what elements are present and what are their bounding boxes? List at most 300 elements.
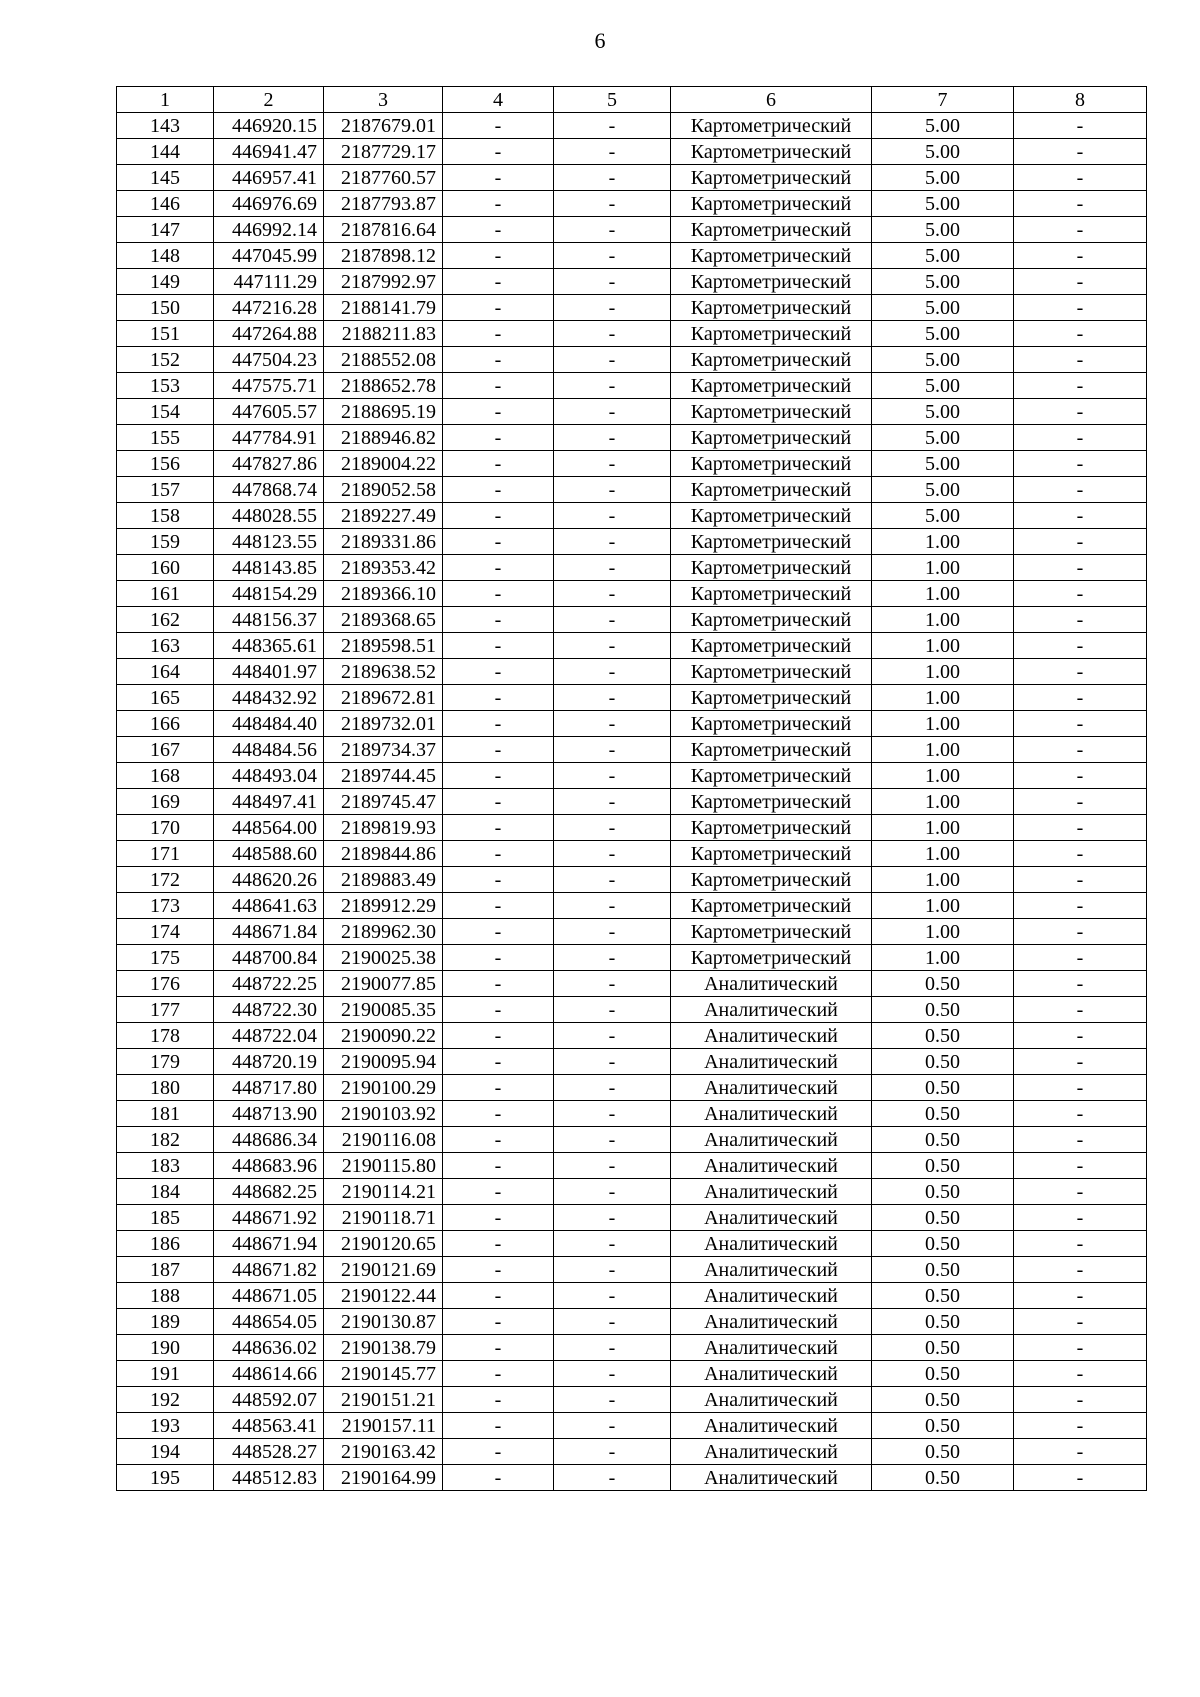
accuracy-cell: 0.50 (872, 1335, 1014, 1361)
column-5-cell: - (554, 529, 671, 555)
table-row (117, 815, 1147, 841)
column-8-cell: - (1014, 1439, 1147, 1465)
column-8-cell: - (1014, 295, 1147, 321)
column-header-8: 8 (1014, 87, 1147, 113)
column-4-cell: - (443, 789, 554, 815)
column-8-cell: - (1014, 1413, 1147, 1439)
column-4-cell: - (443, 1309, 554, 1335)
y-coordinate-cell: 2188695.19 (324, 399, 443, 425)
method-cell: Аналитический (671, 1283, 872, 1309)
accuracy-cell: 1.00 (872, 529, 1014, 555)
accuracy-cell: 5.00 (872, 503, 1014, 529)
column-8-cell: - (1014, 191, 1147, 217)
method-cell: Картометрический (671, 113, 872, 139)
x-coordinate-cell: 448493.04 (214, 763, 324, 789)
point-number-cell: 165 (117, 685, 214, 711)
column-5-cell: - (554, 1101, 671, 1127)
column-8-cell: - (1014, 711, 1147, 737)
point-number-cell: 154 (117, 399, 214, 425)
table-row (117, 1439, 1147, 1465)
method-cell: Аналитический (671, 1231, 872, 1257)
method-cell: Картометрический (671, 711, 872, 737)
table-row (117, 685, 1147, 711)
x-coordinate-cell: 448671.94 (214, 1231, 324, 1257)
x-coordinate-cell: 448671.84 (214, 919, 324, 945)
accuracy-cell: 1.00 (872, 607, 1014, 633)
x-coordinate-cell: 448654.05 (214, 1309, 324, 1335)
accuracy-cell: 0.50 (872, 1361, 1014, 1387)
column-4-cell: - (443, 1335, 554, 1361)
table-row (117, 607, 1147, 633)
table-body (117, 113, 1147, 1491)
y-coordinate-cell: 2190138.79 (324, 1335, 443, 1361)
point-number-cell: 193 (117, 1413, 214, 1439)
x-coordinate-cell: 448432.92 (214, 685, 324, 711)
table-row (117, 1257, 1147, 1283)
x-coordinate-cell: 446992.14 (214, 217, 324, 243)
point-number-cell: 169 (117, 789, 214, 815)
column-4-cell: - (443, 685, 554, 711)
y-coordinate-cell: 2189366.10 (324, 581, 443, 607)
column-5-cell: - (554, 1361, 671, 1387)
point-number-cell: 173 (117, 893, 214, 919)
column-4-cell: - (443, 295, 554, 321)
x-coordinate-cell: 448484.56 (214, 737, 324, 763)
y-coordinate-cell: 2188211.83 (324, 321, 443, 347)
x-coordinate-cell: 447264.88 (214, 321, 324, 347)
table-row (117, 1231, 1147, 1257)
accuracy-cell: 5.00 (872, 373, 1014, 399)
column-header-6: 6 (671, 87, 872, 113)
accuracy-cell: 1.00 (872, 867, 1014, 893)
column-8-cell: - (1014, 893, 1147, 919)
x-coordinate-cell: 448564.00 (214, 815, 324, 841)
point-number-cell: 155 (117, 425, 214, 451)
column-5-cell: - (554, 1335, 671, 1361)
column-5-cell: - (554, 867, 671, 893)
x-coordinate-cell: 448636.02 (214, 1335, 324, 1361)
accuracy-cell: 0.50 (872, 1231, 1014, 1257)
column-8-cell: - (1014, 1049, 1147, 1075)
column-5-cell: - (554, 789, 671, 815)
y-coordinate-cell: 2190085.35 (324, 997, 443, 1023)
method-cell: Картометрический (671, 295, 872, 321)
point-number-cell: 183 (117, 1153, 214, 1179)
point-number-cell: 146 (117, 191, 214, 217)
x-coordinate-cell: 447605.57 (214, 399, 324, 425)
point-number-cell: 181 (117, 1101, 214, 1127)
point-number-cell: 194 (117, 1439, 214, 1465)
point-number-cell: 185 (117, 1205, 214, 1231)
x-coordinate-cell: 448717.80 (214, 1075, 324, 1101)
column-8-cell: - (1014, 1309, 1147, 1335)
x-coordinate-cell: 448722.04 (214, 1023, 324, 1049)
accuracy-cell: 5.00 (872, 477, 1014, 503)
table-row (117, 945, 1147, 971)
table-row (117, 1309, 1147, 1335)
accuracy-cell: 1.00 (872, 919, 1014, 945)
accuracy-cell: 0.50 (872, 997, 1014, 1023)
point-number-cell: 175 (117, 945, 214, 971)
x-coordinate-cell: 448620.26 (214, 867, 324, 893)
point-number-cell: 192 (117, 1387, 214, 1413)
y-coordinate-cell: 2190115.80 (324, 1153, 443, 1179)
column-4-cell: - (443, 503, 554, 529)
table-row (117, 1179, 1147, 1205)
x-coordinate-cell: 448722.25 (214, 971, 324, 997)
column-4-cell: - (443, 165, 554, 191)
column-4-cell: - (443, 477, 554, 503)
method-cell: Картометрический (671, 789, 872, 815)
column-8-cell: - (1014, 503, 1147, 529)
method-cell: Картометрический (671, 373, 872, 399)
x-coordinate-cell: 448028.55 (214, 503, 324, 529)
accuracy-cell: 0.50 (872, 1153, 1014, 1179)
column-5-cell: - (554, 1387, 671, 1413)
method-cell: Картометрический (671, 139, 872, 165)
y-coordinate-cell: 2190100.29 (324, 1075, 443, 1101)
accuracy-cell: 1.00 (872, 893, 1014, 919)
y-coordinate-cell: 2189004.22 (324, 451, 443, 477)
y-coordinate-cell: 2190077.85 (324, 971, 443, 997)
column-4-cell: - (443, 971, 554, 997)
column-4-cell: - (443, 581, 554, 607)
column-4-cell: - (443, 1127, 554, 1153)
table-row (117, 1205, 1147, 1231)
point-number-cell: 190 (117, 1335, 214, 1361)
column-4-cell: - (443, 1439, 554, 1465)
y-coordinate-cell: 2189745.47 (324, 789, 443, 815)
x-coordinate-cell: 448720.19 (214, 1049, 324, 1075)
x-coordinate-cell: 448686.34 (214, 1127, 324, 1153)
column-4-cell: - (443, 633, 554, 659)
column-5-cell: - (554, 841, 671, 867)
column-5-cell: - (554, 685, 671, 711)
point-number-cell: 172 (117, 867, 214, 893)
column-8-cell: - (1014, 1387, 1147, 1413)
column-8-cell: - (1014, 373, 1147, 399)
method-cell: Картометрический (671, 685, 872, 711)
column-5-cell: - (554, 1439, 671, 1465)
point-number-cell: 153 (117, 373, 214, 399)
point-number-cell: 148 (117, 243, 214, 269)
column-8-cell: - (1014, 1205, 1147, 1231)
column-5-cell: - (554, 321, 671, 347)
column-4-cell: - (443, 867, 554, 893)
table-row (117, 919, 1147, 945)
point-number-cell: 161 (117, 581, 214, 607)
column-4-cell: - (443, 919, 554, 945)
x-coordinate-cell: 447827.86 (214, 451, 324, 477)
y-coordinate-cell: 2190114.21 (324, 1179, 443, 1205)
column-4-cell: - (443, 269, 554, 295)
accuracy-cell: 5.00 (872, 295, 1014, 321)
y-coordinate-cell: 2189962.30 (324, 919, 443, 945)
column-4-cell: - (443, 659, 554, 685)
column-4-cell: - (443, 841, 554, 867)
column-4-cell: - (443, 607, 554, 633)
point-number-cell: 186 (117, 1231, 214, 1257)
accuracy-cell: 0.50 (872, 1439, 1014, 1465)
x-coordinate-cell: 448156.37 (214, 607, 324, 633)
column-5-cell: - (554, 451, 671, 477)
table-row (117, 1101, 1147, 1127)
method-cell: Картометрический (671, 165, 872, 191)
table-row (117, 789, 1147, 815)
column-8-cell: - (1014, 1283, 1147, 1309)
table-row (117, 1127, 1147, 1153)
point-number-cell: 180 (117, 1075, 214, 1101)
column-4-cell: - (443, 1179, 554, 1205)
column-5-cell: - (554, 607, 671, 633)
column-4-cell: - (443, 997, 554, 1023)
column-4-cell: - (443, 1361, 554, 1387)
accuracy-cell: 0.50 (872, 971, 1014, 997)
accuracy-cell: 0.50 (872, 1101, 1014, 1127)
x-coordinate-cell: 448614.66 (214, 1361, 324, 1387)
column-5-cell: - (554, 763, 671, 789)
y-coordinate-cell: 2187992.97 (324, 269, 443, 295)
accuracy-cell: 1.00 (872, 945, 1014, 971)
column-5-cell: - (554, 711, 671, 737)
x-coordinate-cell: 446920.15 (214, 113, 324, 139)
table-row (117, 659, 1147, 685)
method-cell: Аналитический (671, 1335, 872, 1361)
column-8-cell: - (1014, 529, 1147, 555)
y-coordinate-cell: 2190151.21 (324, 1387, 443, 1413)
table-row (117, 1465, 1147, 1491)
x-coordinate-cell: 448512.83 (214, 1465, 324, 1491)
x-coordinate-cell: 448683.96 (214, 1153, 324, 1179)
column-8-cell: - (1014, 425, 1147, 451)
accuracy-cell: 1.00 (872, 685, 1014, 711)
method-cell: Аналитический (671, 1361, 872, 1387)
column-8-cell: - (1014, 581, 1147, 607)
point-number-cell: 143 (117, 113, 214, 139)
method-cell: Картометрический (671, 399, 872, 425)
x-coordinate-cell: 448143.85 (214, 555, 324, 581)
table-row (117, 555, 1147, 581)
column-8-cell: - (1014, 841, 1147, 867)
accuracy-cell: 5.00 (872, 113, 1014, 139)
y-coordinate-cell: 2188141.79 (324, 295, 443, 321)
column-8-cell: - (1014, 815, 1147, 841)
y-coordinate-cell: 2189227.49 (324, 503, 443, 529)
y-coordinate-cell: 2190157.11 (324, 1413, 443, 1439)
method-cell: Аналитический (671, 1179, 872, 1205)
table-row (117, 581, 1147, 607)
y-coordinate-cell: 2190130.87 (324, 1309, 443, 1335)
column-5-cell: - (554, 503, 671, 529)
accuracy-cell: 0.50 (872, 1413, 1014, 1439)
point-number-cell: 152 (117, 347, 214, 373)
column-8-cell: - (1014, 347, 1147, 373)
point-number-cell: 176 (117, 971, 214, 997)
x-coordinate-cell: 448713.90 (214, 1101, 324, 1127)
column-5-cell: - (554, 737, 671, 763)
y-coordinate-cell: 2189844.86 (324, 841, 443, 867)
method-cell: Аналитический (671, 1023, 872, 1049)
y-coordinate-cell: 2189672.81 (324, 685, 443, 711)
point-number-cell: 162 (117, 607, 214, 633)
point-number-cell: 174 (117, 919, 214, 945)
accuracy-cell: 1.00 (872, 841, 1014, 867)
method-cell: Аналитический (671, 1205, 872, 1231)
accuracy-cell: 0.50 (872, 1049, 1014, 1075)
column-5-cell: - (554, 1153, 671, 1179)
method-cell: Аналитический (671, 1309, 872, 1335)
column-header-4: 4 (443, 87, 554, 113)
column-4-cell: - (443, 1153, 554, 1179)
point-number-cell: 144 (117, 139, 214, 165)
x-coordinate-cell: 447868.74 (214, 477, 324, 503)
column-4-cell: - (443, 1465, 554, 1491)
column-5-cell: - (554, 1283, 671, 1309)
column-4-cell: - (443, 1075, 554, 1101)
accuracy-cell: 1.00 (872, 789, 1014, 815)
x-coordinate-cell: 447504.23 (214, 347, 324, 373)
column-8-cell: - (1014, 789, 1147, 815)
y-coordinate-cell: 2190121.69 (324, 1257, 443, 1283)
column-8-cell: - (1014, 1257, 1147, 1283)
column-5-cell: - (554, 945, 671, 971)
table-row (117, 893, 1147, 919)
method-cell: Аналитический (671, 1075, 872, 1101)
y-coordinate-cell: 2190145.77 (324, 1361, 443, 1387)
column-5-cell: - (554, 1257, 671, 1283)
column-8-cell: - (1014, 997, 1147, 1023)
table-row (117, 165, 1147, 191)
column-8-cell: - (1014, 243, 1147, 269)
method-cell: Картометрический (671, 191, 872, 217)
y-coordinate-cell: 2187793.87 (324, 191, 443, 217)
point-number-cell: 158 (117, 503, 214, 529)
table-row (117, 503, 1147, 529)
column-header-1: 1 (117, 87, 214, 113)
column-8-cell: - (1014, 1101, 1147, 1127)
column-4-cell: - (443, 113, 554, 139)
point-number-cell: 195 (117, 1465, 214, 1491)
method-cell: Аналитический (671, 1127, 872, 1153)
method-cell: Картометрический (671, 503, 872, 529)
column-8-cell: - (1014, 321, 1147, 347)
column-8-cell: - (1014, 867, 1147, 893)
point-number-cell: 150 (117, 295, 214, 321)
point-number-cell: 159 (117, 529, 214, 555)
method-cell: Картометрический (671, 815, 872, 841)
column-8-cell: - (1014, 685, 1147, 711)
x-coordinate-cell: 448123.55 (214, 529, 324, 555)
method-cell: Картометрический (671, 659, 872, 685)
x-coordinate-cell: 447784.91 (214, 425, 324, 451)
table-row (117, 399, 1147, 425)
column-5-cell: - (554, 425, 671, 451)
y-coordinate-cell: 2189052.58 (324, 477, 443, 503)
method-cell: Картометрический (671, 321, 872, 347)
column-8-cell: - (1014, 633, 1147, 659)
point-number-cell: 168 (117, 763, 214, 789)
x-coordinate-cell: 448588.60 (214, 841, 324, 867)
column-4-cell: - (443, 711, 554, 737)
method-cell: Картометрический (671, 893, 872, 919)
method-cell: Картометрический (671, 945, 872, 971)
table-row (117, 1023, 1147, 1049)
x-coordinate-cell: 448154.29 (214, 581, 324, 607)
column-8-cell: - (1014, 1127, 1147, 1153)
table-row (117, 425, 1147, 451)
table-row (117, 1049, 1147, 1075)
table-row (117, 217, 1147, 243)
method-cell: Картометрический (671, 737, 872, 763)
method-cell: Картометрический (671, 607, 872, 633)
column-5-cell: - (554, 581, 671, 607)
column-4-cell: - (443, 763, 554, 789)
method-cell: Картометрический (671, 477, 872, 503)
y-coordinate-cell: 2190095.94 (324, 1049, 443, 1075)
column-5-cell: - (554, 1049, 671, 1075)
point-number-cell: 166 (117, 711, 214, 737)
y-coordinate-cell: 2188946.82 (324, 425, 443, 451)
y-coordinate-cell: 2189819.93 (324, 815, 443, 841)
table-header-row (117, 87, 1147, 113)
column-8-cell: - (1014, 1179, 1147, 1205)
method-cell: Аналитический (671, 1465, 872, 1491)
table-row (117, 347, 1147, 373)
column-4-cell: - (443, 347, 554, 373)
x-coordinate-cell: 446941.47 (214, 139, 324, 165)
table-row (117, 1361, 1147, 1387)
accuracy-cell: 1.00 (872, 633, 1014, 659)
method-cell: Картометрический (671, 529, 872, 555)
accuracy-cell: 0.50 (872, 1309, 1014, 1335)
accuracy-cell: 5.00 (872, 347, 1014, 373)
method-cell: Аналитический (671, 1101, 872, 1127)
point-number-cell: 179 (117, 1049, 214, 1075)
y-coordinate-cell: 2187816.64 (324, 217, 443, 243)
column-5-cell: - (554, 1231, 671, 1257)
y-coordinate-cell: 2189732.01 (324, 711, 443, 737)
y-coordinate-cell: 2189912.29 (324, 893, 443, 919)
x-coordinate-cell: 447216.28 (214, 295, 324, 321)
method-cell: Картометрический (671, 425, 872, 451)
accuracy-cell: 5.00 (872, 269, 1014, 295)
table-row (117, 1335, 1147, 1361)
y-coordinate-cell: 2189744.45 (324, 763, 443, 789)
column-5-cell: - (554, 1127, 671, 1153)
column-5-cell: - (554, 477, 671, 503)
x-coordinate-cell: 448401.97 (214, 659, 324, 685)
y-coordinate-cell: 2190120.65 (324, 1231, 443, 1257)
table-row (117, 997, 1147, 1023)
method-cell: Картометрический (671, 217, 872, 243)
column-4-cell: - (443, 451, 554, 477)
column-8-cell: - (1014, 1153, 1147, 1179)
column-5-cell: - (554, 295, 671, 321)
point-number-cell: 164 (117, 659, 214, 685)
column-5-cell: - (554, 971, 671, 997)
method-cell: Картометрический (671, 841, 872, 867)
column-8-cell: - (1014, 607, 1147, 633)
method-cell: Картометрический (671, 763, 872, 789)
table-row (117, 451, 1147, 477)
x-coordinate-cell: 446976.69 (214, 191, 324, 217)
y-coordinate-cell: 2187679.01 (324, 113, 443, 139)
table-row (117, 763, 1147, 789)
y-coordinate-cell: 2188552.08 (324, 347, 443, 373)
table-row (117, 971, 1147, 997)
accuracy-cell: 0.50 (872, 1127, 1014, 1153)
accuracy-cell: 5.00 (872, 243, 1014, 269)
